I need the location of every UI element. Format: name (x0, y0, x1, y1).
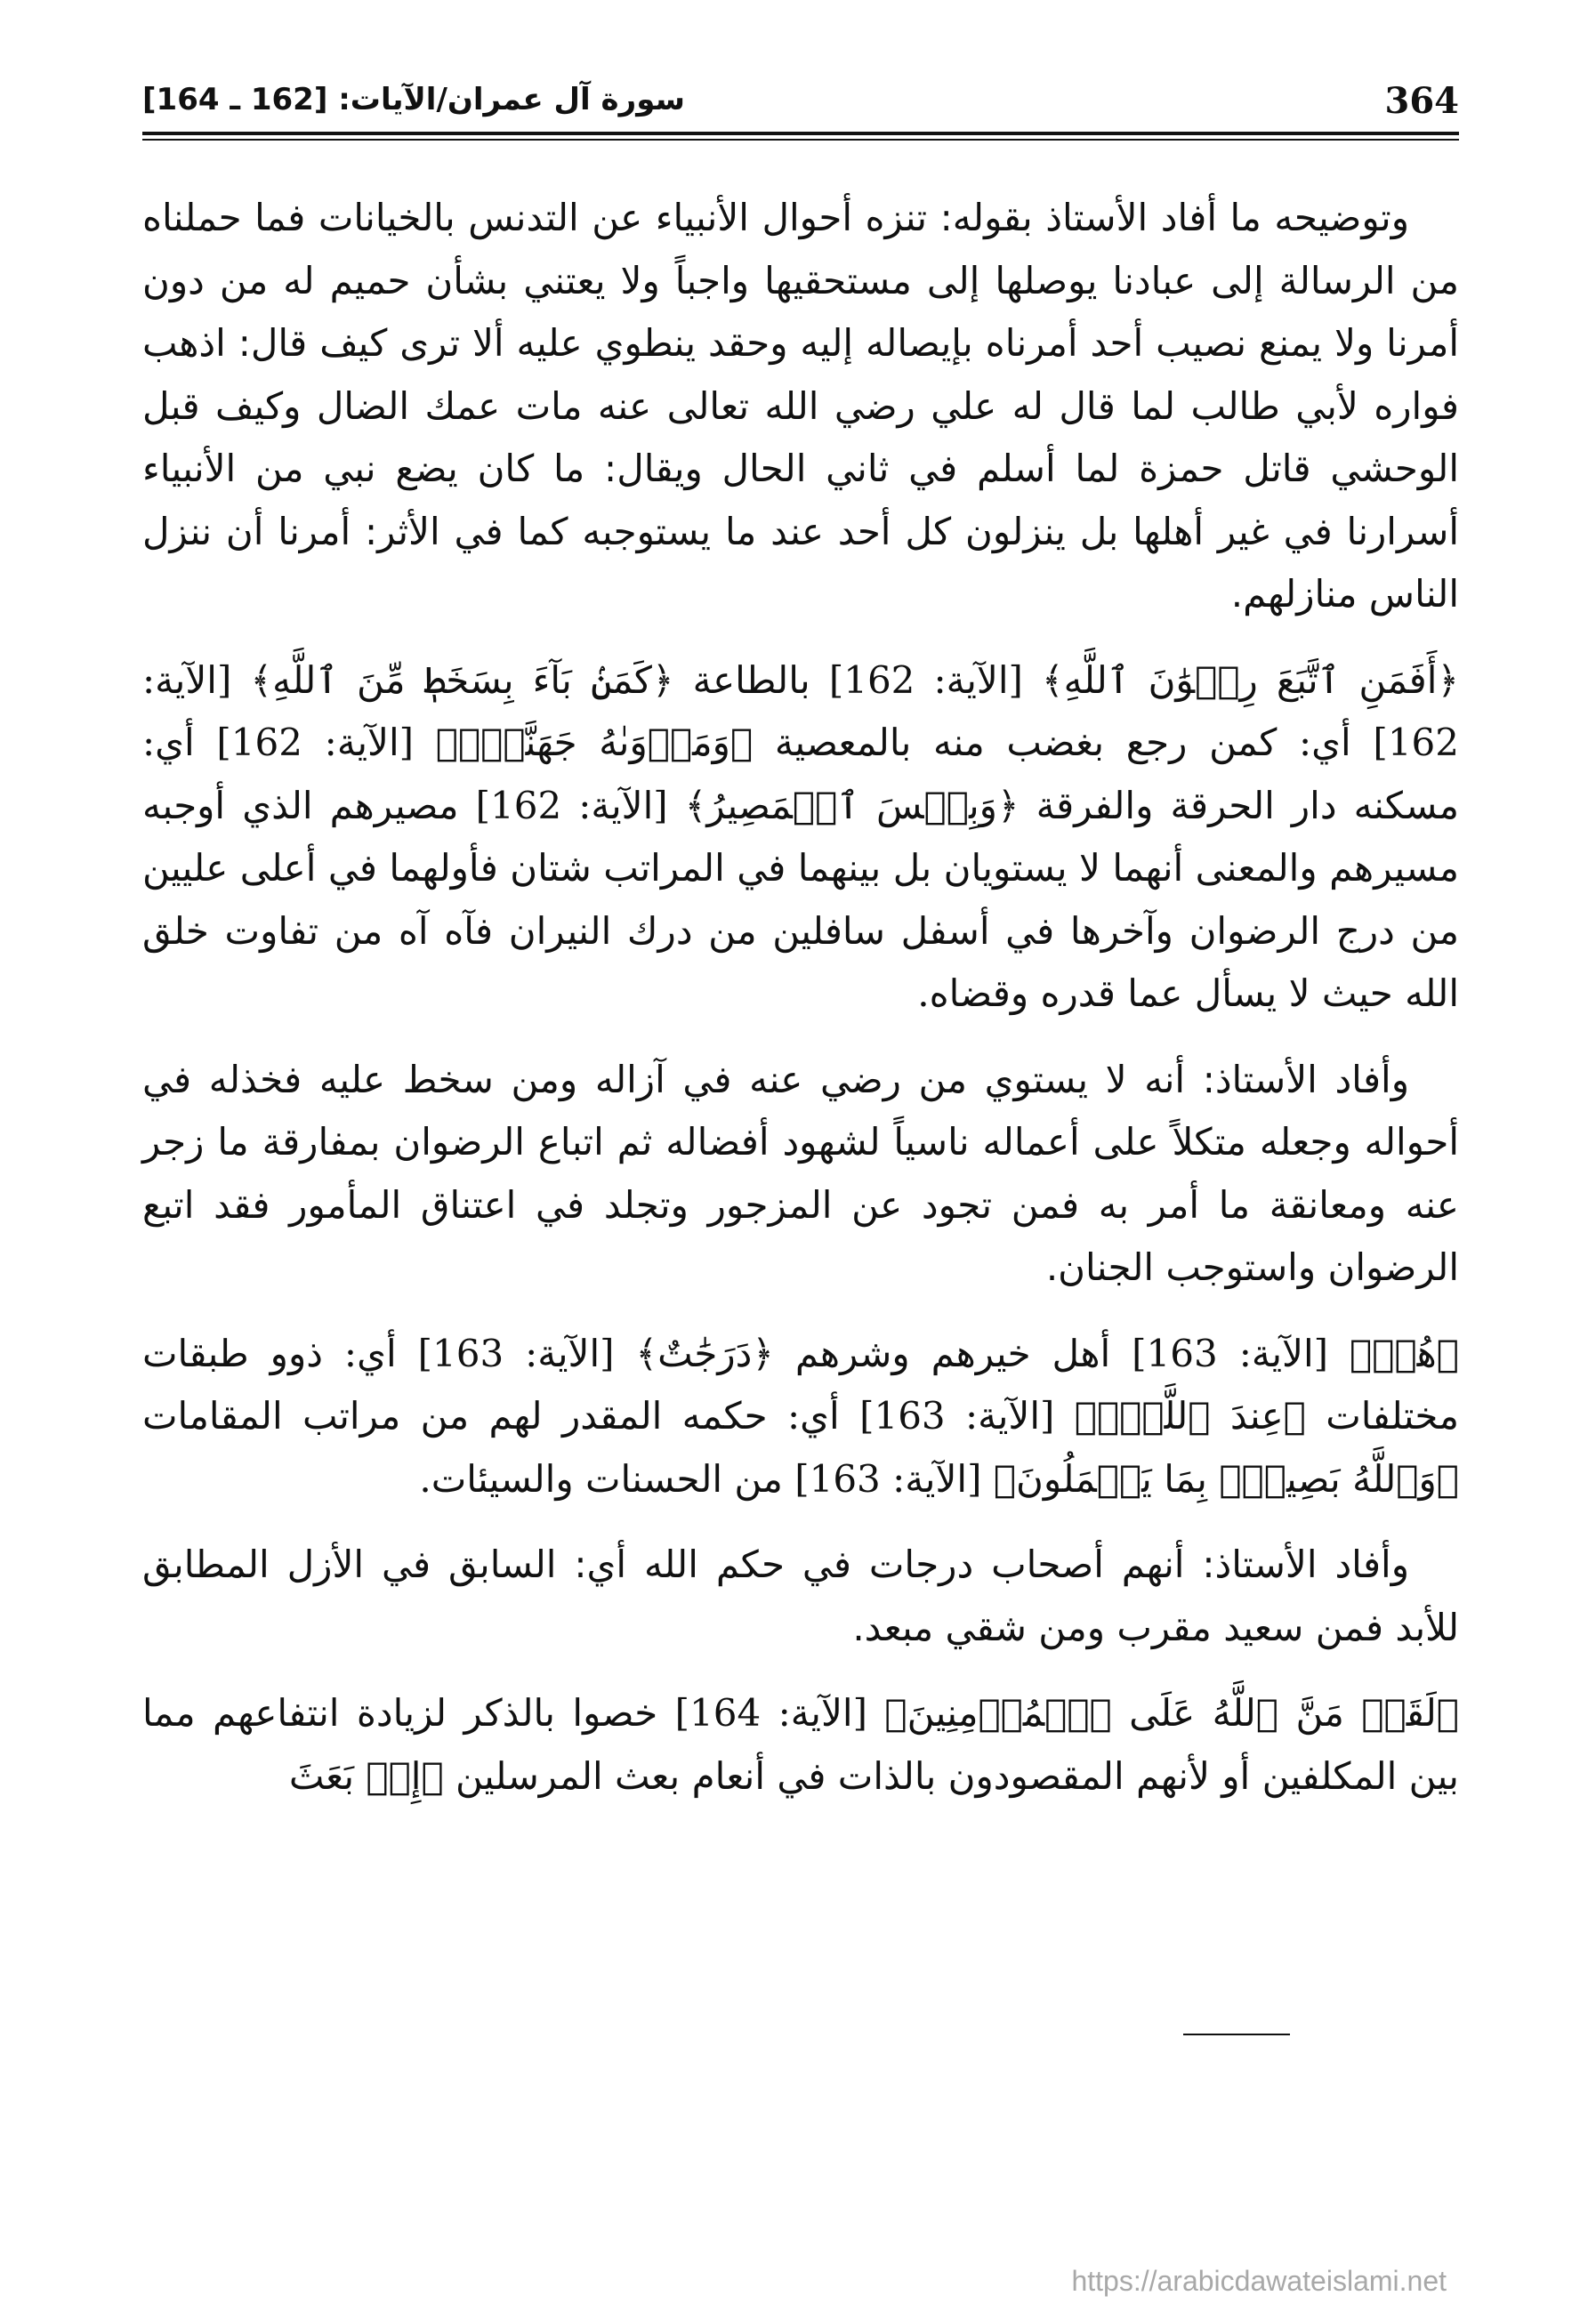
page-body (142, 187, 1459, 1831)
page-header (142, 80, 1459, 137)
header-rule-thick (142, 132, 1459, 135)
paragraph-ustadh-162: وأفاد الأستاذ: أنه لا يستوي من رضي عنه في آزاله ومن سخط عليه فخذله في أحواله وجعله متكلاً على أعماله ناسياً لشهود أفضاله ثم اتباع الرضوان بمفارقة ما زجر عنه ومعانقة ما أمر به فمن تجود عن المزجور وتجلد في اعتناق المأمور فقد اتبع الرضوان واستوجب الجنان. (142, 1057, 1459, 1289)
running-title: سورة آل عمران/الآيات: [162 ـ 164] (142, 82, 685, 117)
paragraph-ustadh-163: وأفاد الأستاذ: أنهم أصحاب درجات في حكم الله أي: السابق في الأزل المطابق للأبد فمن سعيد مقرب ومن شقي مبعد. (142, 1543, 1459, 1649)
watermark-url: https://arabicdawateislami.net (1071, 2265, 1447, 2297)
book-page (142, 80, 1459, 2277)
page-number: 364 (1384, 80, 1459, 122)
footnote-separator (1183, 2034, 1290, 2035)
header-rule-thin (142, 139, 1459, 141)
paragraph-verse-163: ﴿هُمۡ﴾ [الآية: 163] أهل خيرهم وشرهم ﴿دَرَجَٰتٌ﴾ [الآية: 163] أي: ذوو طبقات مختلفات ﴿عِندَ ٱللَّهِۗ﴾ [الآية: 163] أي: حكمه المقدر لهم من مراتب المقامات ﴿وَٱللَّهُ بَصِيرُۢ بِمَا يَعۡمَلُونَ﴾ [الآية: 163] من الحسنات والسيئات. (142, 1331, 1460, 1501)
paragraph-verse-162: ﴿أَفَمَنِ ٱتَّبَعَ رِضۡوَٰنَ ٱللَّهِ﴾ [الآية: 162] بالطاعة ﴿كَمَنۢ بَآءَ بِسَخَطٖ مِّنَ ٱللَّهِ﴾ [الآية: 162] أي: كمن رجع بغضب منه بالمعصية ﴿وَمَأۡوَىٰهُ جَهَنَّمُۖ﴾ [الآية: 162] أي: مسكنه دار الحرقة والفرقة ﴿وَبِئۡسَ ٱلۡمَصِيرُ﴾ [الآية: 162] مصيرهم الذي أوجبه مسيرهم والمعنى أنهما لا يستويان بل بينهما في المراتب شتان فأولهما في أعلى عليين من درج الرضوان وآخرها في أسفل سافلين من درك النيران فآه آه من تفاوت خلق الله حيث لا يسأل عما قدره وقضاه. (142, 657, 1460, 1015)
paragraph-explanation: وتوضيحه ما أفاد الأستاذ بقوله: تنزه أحوال الأنبياء عن التدنس بالخيانات فما حملناه من الرسالة إلى عبادنا يوصلها إلى مستحقيها واجباً ولا يعتني بشأن حميم له من دون أمرنا ولا يمنع نصيب أحد أمرناه بإيصاله إليه وحقد ينطوي عليه ألا ترى كيف قال: اذهب فواره لأبي طالب لما قال له علي رضي الله تعالى عنه مات عمك الضال وكيف قبل الوحشي قاتل حمزة لما أسلم في ثاني الحال ويقال: ما كان يضع نبي من الأنبياء أسرارنا في غير أهلها بل ينزلون كل أحد عند ما يستوجبه كما في الأثر: أمرنا أن ننزل الناس منازلهم. (142, 196, 1459, 616)
paragraph-verse-164: ﴿لَقَدۡ مَنَّ ٱللَّهُ عَلَى ٱلۡمُؤۡمِنِينَ﴾ [الآية: 164] خصوا بالذكر لزيادة انتفاعهم مما بين المكلفين أو لأنهم المقصودون بالذات في أنعام بعث المرسلين ﴿إِذۡ بَعَثَ (142, 1691, 1460, 1798)
